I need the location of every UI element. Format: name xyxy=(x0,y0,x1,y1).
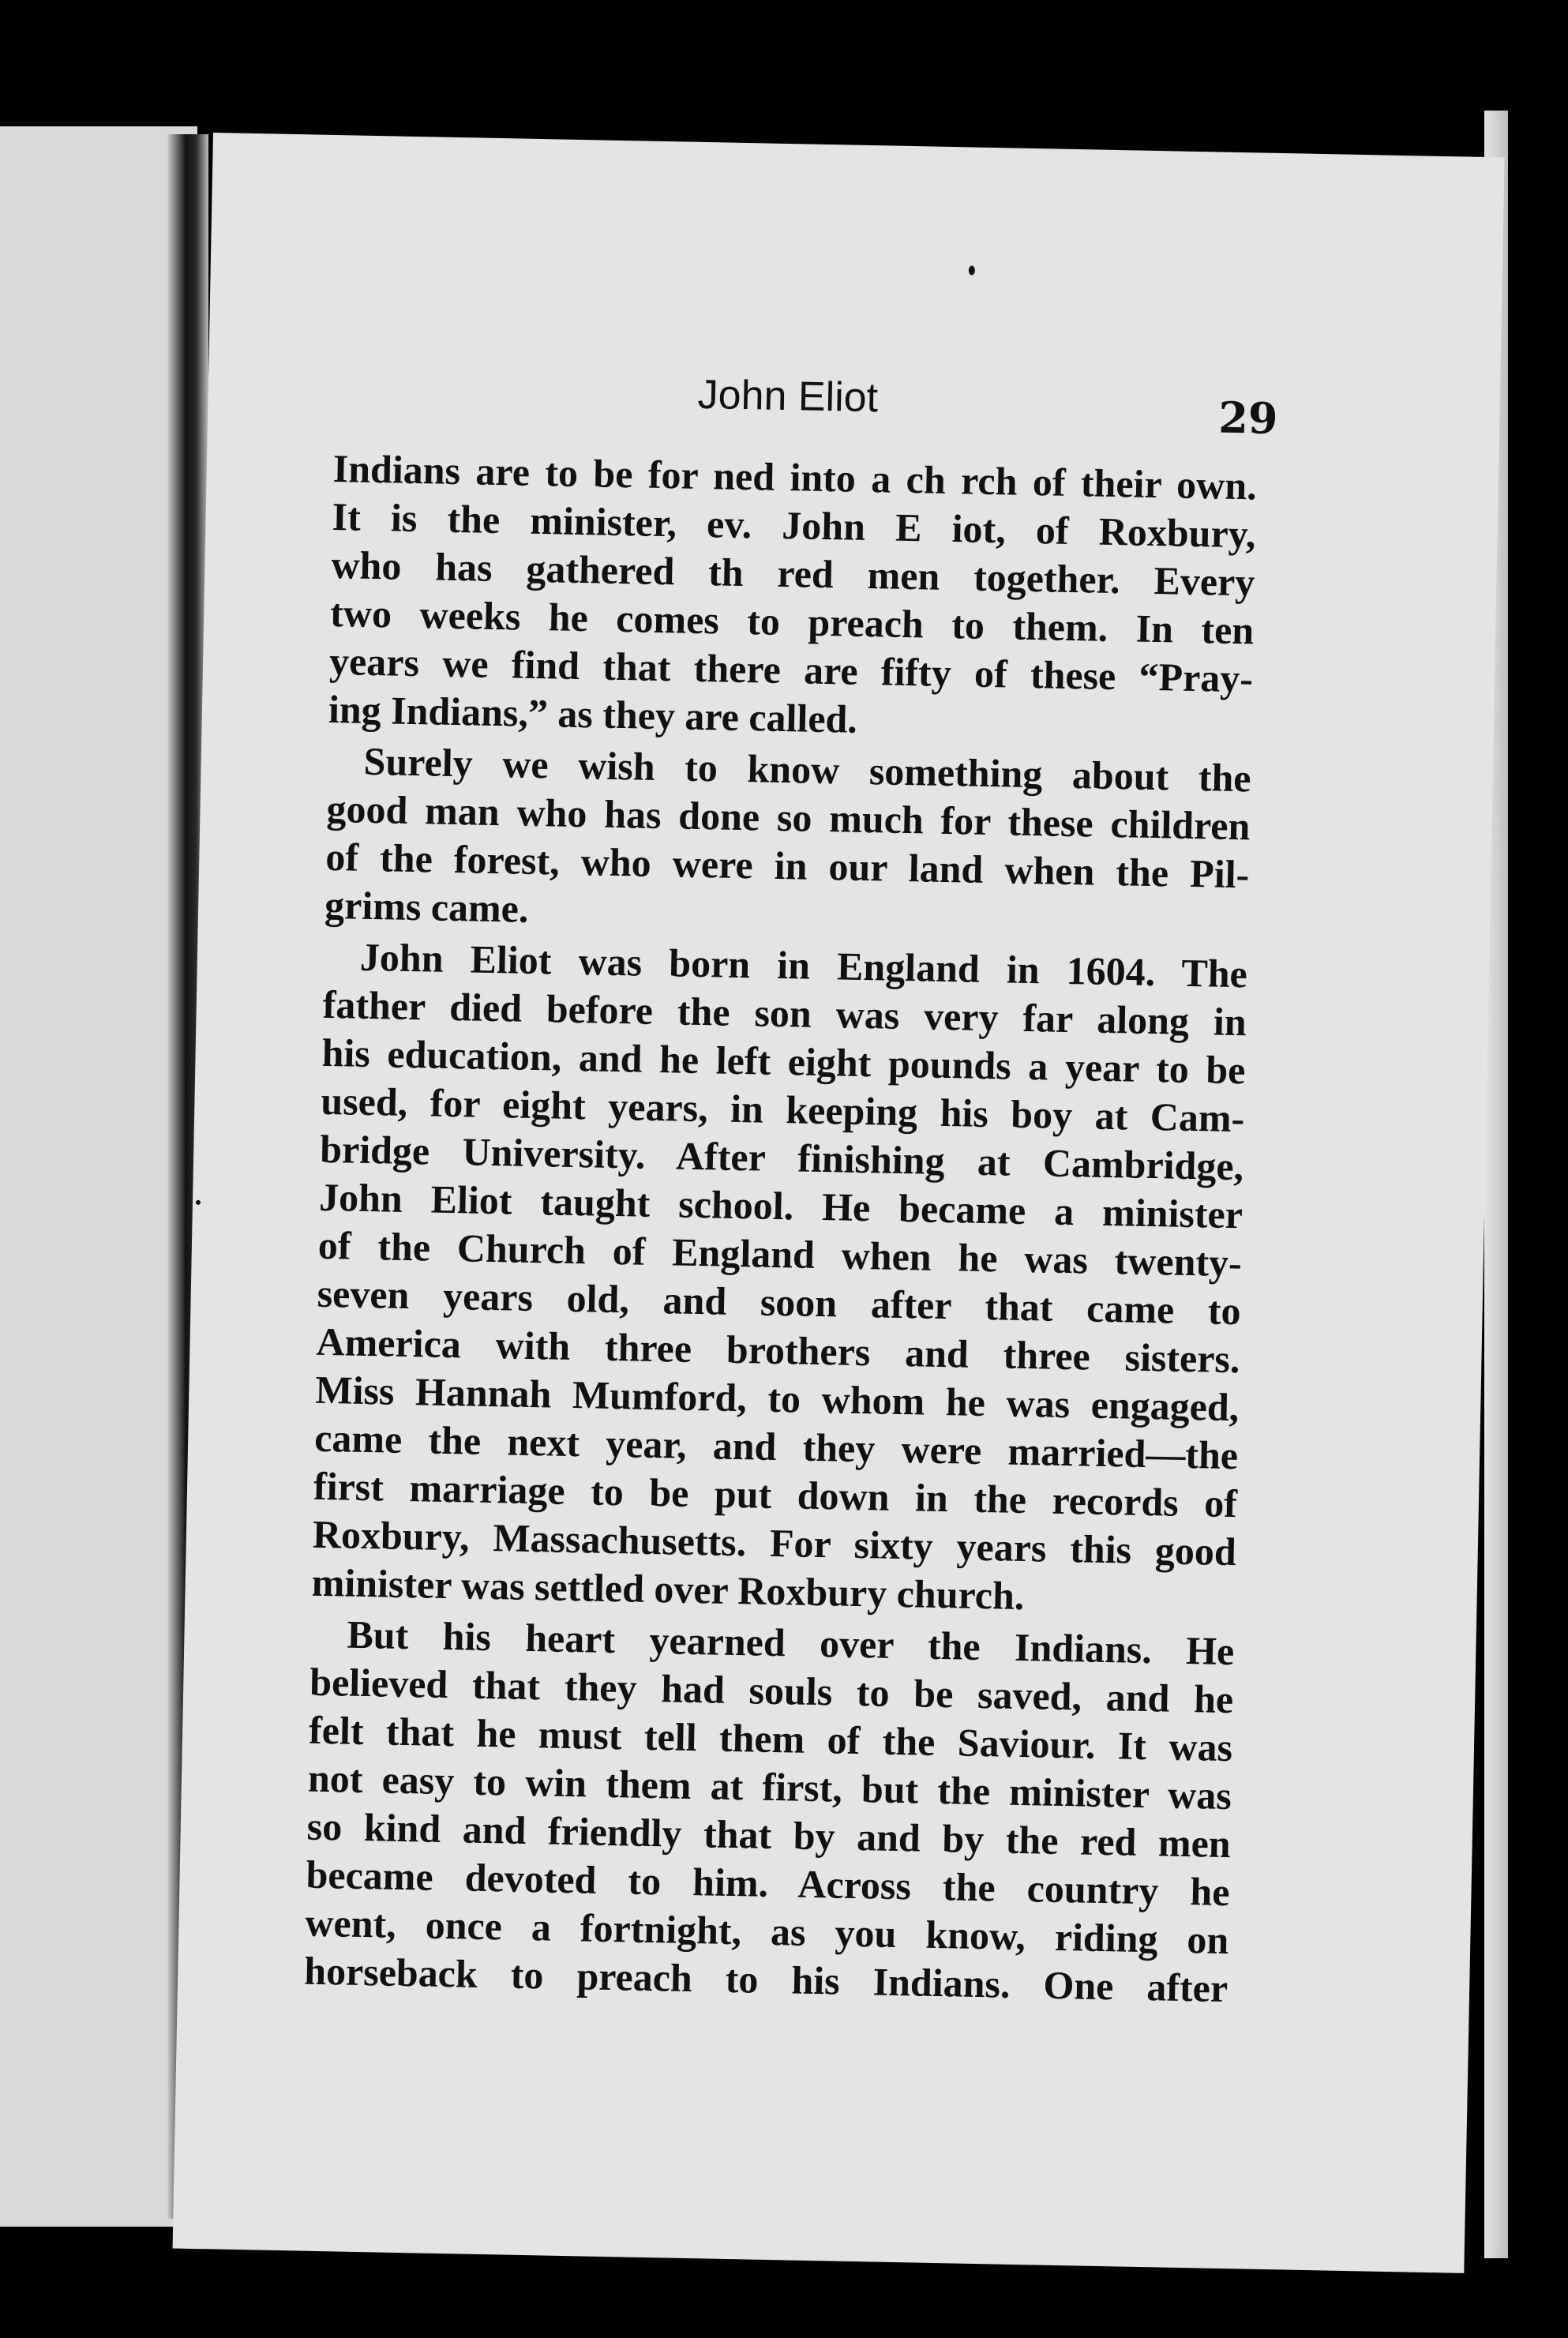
text-line: not easy to win them at first, but the minister was xyxy=(307,1755,1232,1818)
text-line: America with three brothers and three sisters. xyxy=(316,1319,1240,1382)
text-line: two weeks he comes to preach to them. In ten xyxy=(329,590,1255,653)
text-line: of the forest, who were in our land when the Pil- xyxy=(324,834,1250,897)
text-line: first marriage to be put down in the records of xyxy=(313,1463,1238,1526)
text-line: John Eliot taught school. He became a minister xyxy=(318,1174,1244,1237)
text-line: used, for eight years, in keeping his boy at Cam- xyxy=(320,1078,1245,1141)
text-line: horseback to preach to his Indians. One after xyxy=(303,1948,1229,2011)
text-line: ing Indians,” as they are called. xyxy=(328,686,858,741)
ink-speck xyxy=(969,265,975,275)
text-line: John Eliot was born in England in 1604. The xyxy=(359,934,1248,996)
running-title: John Eliot xyxy=(697,371,879,422)
paragraph-1 xyxy=(328,445,1257,751)
paragraph-3 xyxy=(311,933,1247,1624)
text-line: went, once a fortnight, as you know, riding on xyxy=(304,1900,1229,1963)
book-page xyxy=(173,133,1505,2273)
text-line: bridge University. After finishing at Cambridge, xyxy=(319,1126,1244,1189)
ink-speck xyxy=(196,1200,201,1205)
text-line: father died before the son was very far along in xyxy=(322,981,1247,1045)
text-line: But his heart yearned over the Indians. He xyxy=(346,1612,1235,1674)
text-line: who has gathered th red men together. Every xyxy=(330,542,1255,605)
text-line: so kind and friendly that by and by the red men xyxy=(306,1803,1232,1867)
text-line: Roxbury, Massachusetts. For sixty years this good xyxy=(312,1511,1237,1574)
text-line: Miss Hannah Mumford, to whom he was engaged, xyxy=(314,1367,1240,1430)
paragraph-2 xyxy=(324,737,1251,947)
page-number: 29 xyxy=(1217,392,1279,444)
text-line: of the Church of England when he was twenty- xyxy=(317,1222,1243,1285)
text-line: became devoted to him. Across the country he xyxy=(306,1852,1231,1915)
text-line: good man who has done so much for these children xyxy=(326,786,1251,849)
text-line: believed that they had souls to be saved, and he xyxy=(309,1659,1234,1722)
text-line: Surely we wish to know something about the xyxy=(363,738,1252,801)
body-text xyxy=(304,445,1258,2016)
page-header xyxy=(208,362,1500,449)
text-line: seven years old, and soon after that came to xyxy=(317,1270,1242,1334)
paragraph-4 xyxy=(304,1610,1235,2013)
text-line: felt that he must tell them of the Saviour. It was xyxy=(308,1707,1233,1770)
text-line: It is the minister, ev. John E iot, of Roxbury, xyxy=(332,493,1257,557)
text-line: came the next year, and they were married—the xyxy=(313,1415,1239,1478)
text-line: minister was settled over Roxbury church. xyxy=(311,1559,1025,1619)
text-line: grims came. xyxy=(324,882,529,931)
text-line: Indians are to be for ned into a ch rch of their own. xyxy=(332,445,1258,509)
text-line: years we find that there are fifty of these “Pray- xyxy=(328,638,1254,701)
text-line: his education, and he left eight pounds a year to be xyxy=(321,1030,1246,1093)
